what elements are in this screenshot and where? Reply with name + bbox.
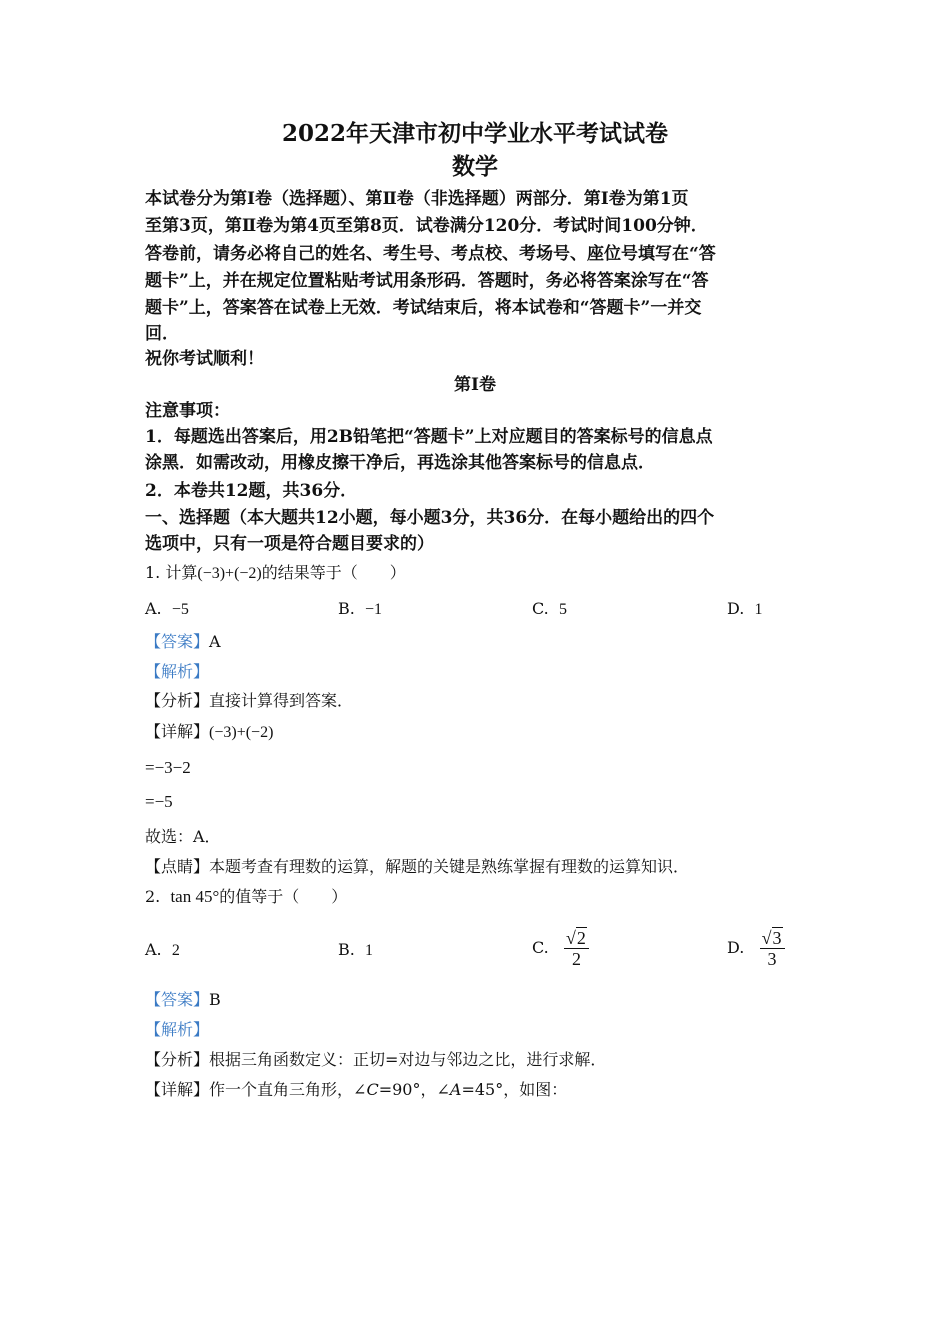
option-value: −5 [171, 601, 189, 618]
comment-tag: 【点睛】 [145, 857, 210, 876]
option-value: −1 [365, 601, 383, 618]
angle-letter: A [449, 1080, 462, 1099]
q2-answer [145, 988, 221, 1012]
q1-step: =−5 [145, 792, 173, 811]
q2-fenxi [145, 1048, 606, 1072]
sqrt-icon: √ [566, 928, 576, 948]
detail-expression: (−3)+(−2) [209, 724, 274, 741]
q1-prefix: 1. 计算 [145, 563, 198, 582]
option-label: A. [145, 599, 162, 618]
analysis-tag: 【解析】 [145, 662, 210, 681]
intro-line: 答卷前，请务必将自己的姓名、考生号、考点校、考场号、座位号填写在“答 [145, 244, 716, 264]
q2-suffix: 的值等于（ ） [219, 887, 348, 906]
intro-greeting: 祝你考试顺利！ [145, 349, 264, 369]
analysis-tag: 【解析】 [145, 1020, 210, 1039]
fraction-numerator: 3 [772, 928, 782, 948]
fenxi-tag: 【分析】 [145, 691, 210, 710]
q2-detail [145, 1078, 567, 1102]
fenxi-tag: 【分析】 [145, 1050, 210, 1069]
fraction [564, 928, 589, 969]
option-value: 5 [558, 601, 567, 618]
q1-answer [145, 630, 221, 654]
notice-line: 涂黑．如需改动，用橡皮擦干净后，再选涂其他答案标号的信息点． [145, 453, 655, 473]
option-label: D. [727, 599, 745, 618]
fraction [760, 928, 785, 969]
exam-subject: 数学 [452, 153, 498, 180]
notice-line: 2．本卷共12题，共36分． [145, 481, 358, 501]
answer-tag: 【答案】 [145, 632, 210, 651]
part-one-heading: 选项中，只有一项是符合题目要求的） [145, 534, 434, 554]
q1-suffix: 的结果等于（ ） [261, 563, 406, 582]
sqrt-icon: √ [761, 928, 772, 948]
detail-tag: 【详解】 [145, 1080, 210, 1099]
q2-option-d [727, 924, 785, 972]
q1-option-a [145, 597, 189, 622]
question-2 [145, 885, 347, 909]
fraction-denominator: 3 [767, 949, 777, 969]
q1-comment [145, 855, 689, 879]
option-label: C. [532, 599, 549, 618]
q1-analysis [145, 660, 209, 684]
exam-title: 2022年天津市初中学业水平考试试卷 [281, 120, 668, 147]
angle-letter: C [366, 1080, 379, 1099]
option-label: C. [532, 938, 549, 957]
option-label: A. [145, 940, 162, 959]
detail-text: =45°，如图： [461, 1080, 568, 1099]
q1-option-d [727, 597, 763, 622]
intro-line: 题卡”上，并在规定位置粘贴考试用条形码．答题时，务必将答案涂写在“答 [145, 271, 709, 291]
q2-prefix: 2. [145, 887, 161, 906]
answer-value: B [209, 990, 221, 1009]
q1-expression: (−3)+(−2) [197, 565, 262, 582]
intro-line: 题卡”上，答案答在试卷上无效．考试结束后，将本试卷和“答题卡”一并交 [145, 298, 702, 318]
part-one-heading: 一、选择题（本大题共12小题，每小题3分，共36分．在每小题给出的四个 [145, 508, 715, 528]
answer-tag: 【答案】 [145, 990, 210, 1009]
option-value: 2 [171, 942, 180, 959]
intro-line: 回． [145, 324, 179, 344]
detail-tag: 【详解】 [145, 722, 210, 741]
answer-value: A [209, 632, 221, 651]
option-label: B. [338, 599, 355, 618]
q2-option-b [338, 938, 373, 963]
q2-expression: tan 45° [170, 887, 220, 906]
q2-analysis [145, 1018, 209, 1042]
q1-option-c [532, 597, 567, 622]
fraction-numerator: 2 [576, 928, 586, 948]
q1-choose: 故选：A． [145, 827, 221, 846]
question-1 [145, 561, 406, 586]
fenxi-text: 直接计算得到答案． [209, 691, 354, 710]
option-value: 1 [365, 942, 374, 959]
fraction-denominator: 2 [571, 949, 581, 969]
q1-fenxi [145, 689, 353, 713]
q2-option-a [145, 938, 180, 963]
intro-line: 本试卷分为第Ⅰ卷（选择题）、第Ⅱ卷（非选择题）两部分．第Ⅰ卷为第1页 [145, 189, 689, 209]
option-label: B. [338, 940, 355, 959]
notice-heading: 注意事项： [145, 401, 230, 421]
notice-line: 1．每题选出答案后，用2B铅笔把“答题卡”上对应题目的答案标号的信息点 [145, 427, 713, 447]
fenxi-text: 根据三角函数定义：正切=对边与邻边之比，进行求解． [209, 1050, 607, 1069]
q1-step: =−3−2 [145, 758, 191, 777]
section-title: 第Ⅰ卷 [454, 375, 496, 395]
detail-text: 作一个直角三角形，∠ [209, 1080, 367, 1099]
q2-option-c [532, 924, 589, 972]
option-value: 1 [754, 601, 763, 618]
comment-text: 本题考查有理数的运算，解题的关键是熟练掌握有理数的运算知识． [209, 857, 690, 876]
q1-option-b [338, 597, 382, 622]
detail-text: =90°，∠ [378, 1080, 450, 1099]
q1-detail [145, 720, 273, 745]
intro-line: 至第3页，第Ⅱ卷为第4页至第8页．试卷满分120分．考试时间100分钟． [145, 216, 708, 236]
option-label: D. [727, 938, 745, 957]
